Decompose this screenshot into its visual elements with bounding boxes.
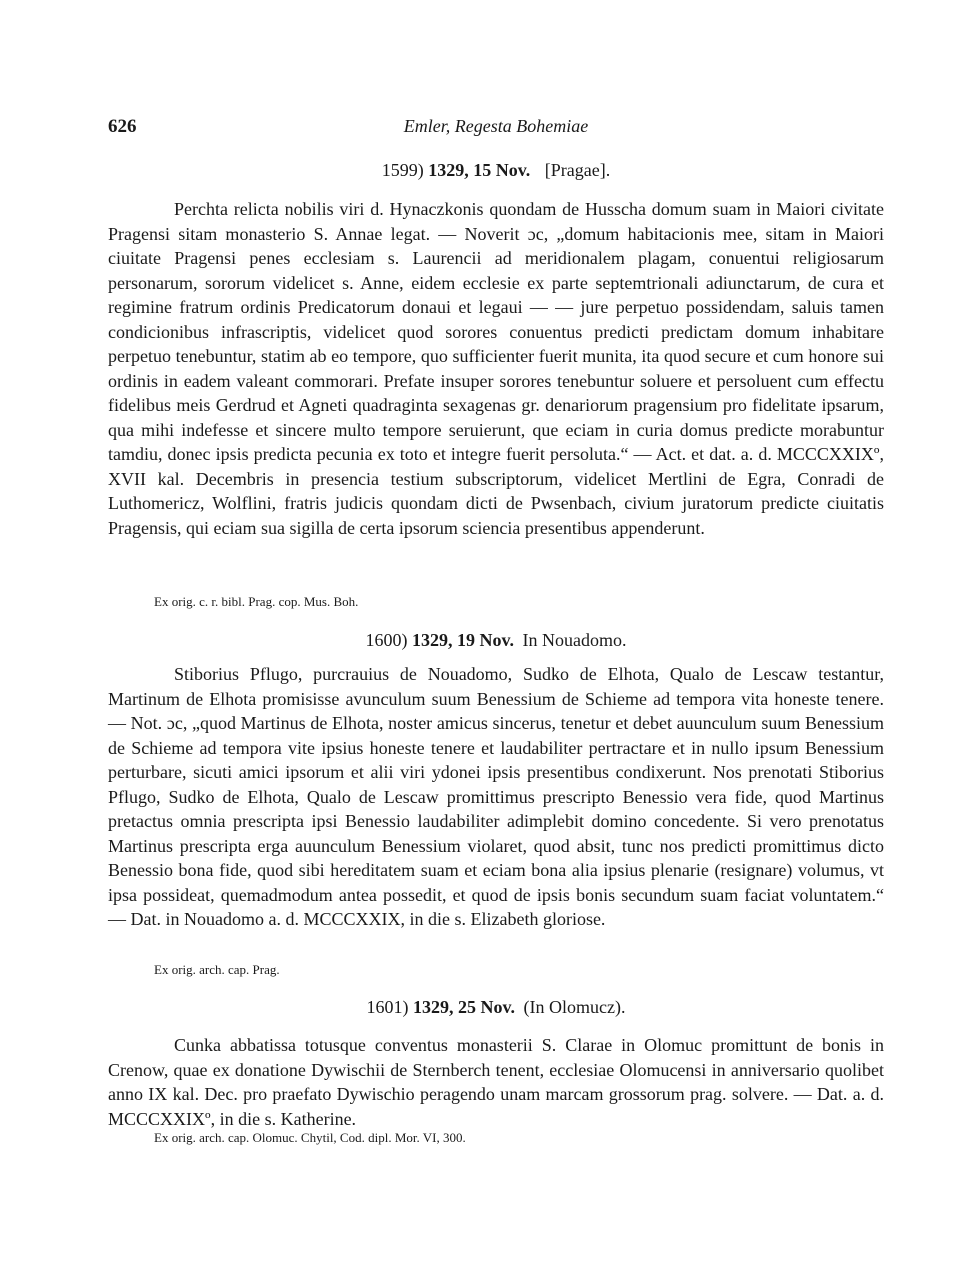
entry-date: 1329, 19 Nov. [412, 630, 515, 650]
entry-heading-1601 [108, 995, 884, 1019]
entry-heading-1600 [108, 628, 884, 652]
entry-source-1600: Ex orig. arch. cap. Prag. [154, 962, 280, 977]
entry-number: 1599) [381, 160, 424, 180]
entry-place: (In Olomucz). [523, 997, 626, 1017]
entry-source-1599: Ex orig. c. r. bibl. Prag. cop. Mus. Boh. [154, 594, 359, 609]
running-title: Emler, Regesta Bohemiae [403, 116, 589, 136]
entry-place: In Nouadomo. [522, 630, 627, 650]
entry-number: 1600) [365, 630, 408, 650]
running-head [108, 116, 884, 142]
entry-source-1601: Ex orig. arch. cap. Olomuc. Chytil, Cod. dipl. Mor. VI, 300. [154, 1130, 466, 1145]
entry-text-1599: Perchta relicta nobilis viri d. Hynaczkonis quondam de Husscha domum suam in Maiori civitate Pragensi sitam monasterio S. Annae legat. — Noverit ɔc, „domum habitacionis mee, sitam in Maiori ciuitate Pragensi penes ecclesiam s. Laurencii ad meridionalem plagam, conuentui religiosarum personarum, sororum videlicet s. Anne, eidem ecclesie ex parte septemtrionali adiunctarum, de cura et regimine fratrum ordinis Predicatorum donaui et legaui — — jure perpetuo possidendam, saluis tamen condicionibus infrascriptis, videlicet quod sorores conuentus predicti predictam domum inhabitare perpetuo tenebuntur, statim ab eo tempore, quo sufficienter fuerit munita, ita quod secure et cum honore sui ordinis in eadem valeant commorari. Prefate insuper sorores tenebuntur soluere et persoluent cum effectu fidelibus meis Gerdrud et Agneti quadraginta sexagenas gr. denariorum pragensium pro fidelitate ipsarum, qua mihi indefesse et sincere multo tempore seruierunt, que eciam in curia domus predicte morabuntur tamdiu, donec ipsis predicta pecunia ex toto et integre fuerit persoluta.“ — Act. et dat. a. d. MCCCXXIXº, XVII kal. Decembris in presencia testium subscriptorum, videlicet Mertlini de Egra, Conradi de Luthomericz, Wolflini, fratris judicis quondam dicti de Pwsenbach, civium juratorum predicte ciuitatis Pragensis, qui eciam sua sigilla de certa ipsorum sciencia presentibus appenderunt. [108, 199, 884, 538]
entry-date: 1329, 15 Nov. [428, 160, 531, 180]
entry-text-1600: Stiborius Pflugo, purcrauius de Nouadomo, Sudko de Elhota, Qualo de Lescaw testantur, Martinum de Elhota promisisse avunculum suum Benessium de Schieme ad tempora vita honeste tenere. — Not. ɔc, „quod Martinus de Elhota, noster amicus sincerus, tenetur et debet auunculum suum Benessium de Schieme ad tempora vite ipsius honeste tenere et laudabiliter pertractare et in nullo ipsum Benessium perturbare, sicuti amici ipsorum et alii viri ydonei ipsis presentibus condixerunt. Nos prenotati Stiborius Pflugo, Sudko de Elhota, Qualo de Lescaw promittimus prescripto Benessio vera fide, quod Martinus pretactus omnia prescripta ipsi Benessio laudabiliter adimplebit domino concedente. Si vero prenotatus Martinus prescripta erga auunculum Benessium violaret, quod absit, tunc nos predicti promittimus dicto Benessio bona fide, quod sibi hereditatem suam et eciam bona alia ipsius plenarie (resignare) volumus, vt ipsa possideat, quemadmodum antea possedit, et quod de ipsis bonis secundum suam faciat voluntatem.“ — Dat. in Nouadomo a. d. MCCCXXIX, in die s. Elizabeth gloriose. [108, 664, 884, 929]
entry-heading-1599 [108, 158, 884, 182]
entry-text-1601: Cunka abbatissa totusque conventus monasterii S. Clarae in Olomuc promittunt de bonis in Crenow, quae ex donatione Dywischii de Sternberch tenent, ecclesiae Olomucensi in anniversario quolibet anno IX kal. Dec. pro praefato Dywischio peragendo unam marcam grossorum prag. solvere. — Dat. a. d. MCCCXXIXº, in die s. Katherine. [108, 1035, 884, 1129]
entry-date: 1329, 25 Nov. [413, 997, 516, 1017]
entry-place: [Pragae]. [544, 160, 611, 180]
entry-number: 1601) [366, 997, 409, 1017]
page-number: 626 [108, 116, 137, 137]
